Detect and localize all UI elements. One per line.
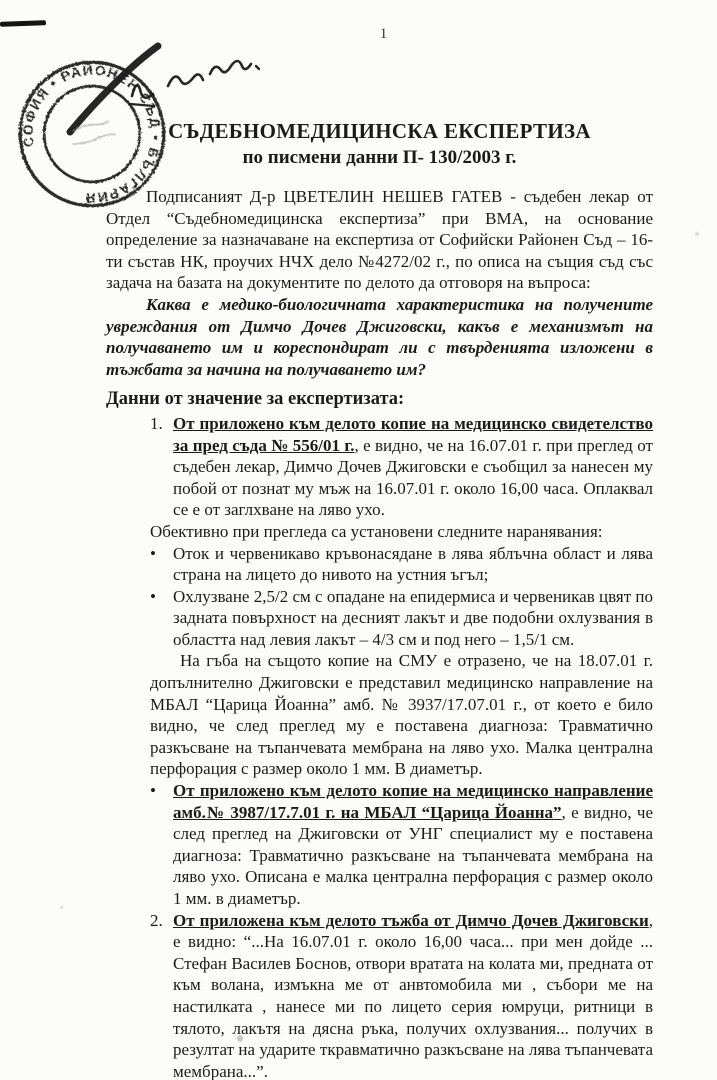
objective-findings-intro: Обективно при прегледа са установени следните наранявания: xyxy=(150,521,603,541)
handwritten-scribble-3 xyxy=(210,61,251,74)
data-list xyxy=(150,413,653,1080)
referral-bullet-text xyxy=(173,780,653,910)
page-number-value: 1 xyxy=(379,26,388,42)
list-item-2-text xyxy=(173,910,653,1080)
smu-back-note: На гъба на същото копие на СМУ е отразено, че на 18.07.01 г. допълнително Джиговски е представил медицинско направление на МБАЛ “Царица Йоанна” амб. № 3937/17.07.01 г., от което е било видно, че след преглед му е поставена диагноза: Травматично разкъсване на тъпанчевата мембрана на ляво ухо. Малка централна перфорация с размер около 1 мм. В диаметър. xyxy=(150,651,653,779)
list-item-2 xyxy=(150,910,653,1080)
stamp-ring-text: СОФИЯ • РАЙОНЕН СЪД • БЪЛГАРИЯ xyxy=(20,62,164,206)
referral-bullet xyxy=(150,780,653,910)
referral-bullet-rest: , е видно, че след преглед на Джиговски от УНГ специалист му е поставена диагноза: Травматично разкъсване на тъпанчевата мембрана на ляво ухо. Описана е малка централна перфорация с размер около 1 мм. в диаметър. xyxy=(173,802,653,908)
title-line-1: СЪДЕБНОМЕДИЦИНСКА ЕКСПЕРТИЗА xyxy=(168,119,591,143)
list-item-2-rest: , е видно: “...На 16.07.01 г. около 16,00 часа... при мен дойде ... Стефан Василев Боснов, отвори вратата на колата ми, предната от към волана, измъкна ме от анвтомобила ми , събори ме на настилката , нанесе ми по лицето серия юмруци, ритници в тялото, лакътя на дясна ръка, получих охлузвания... получих в резултат на ударите ткравматично разкъсване на лява тъпанчевата мембрана...”. xyxy=(173,910,653,1080)
title-line-2: по писмени данни П- 130/2003 г. xyxy=(242,147,517,168)
scan-speck xyxy=(695,232,699,236)
stamp-center-faint-line-1 xyxy=(73,120,110,131)
page-number xyxy=(0,26,717,43)
expertise-question: Каква е медико-биологичната характеристика на получените увреждания от Димчо Дочев Джиговски, какъв е механизмът на получаването им и кореспондират ли с твърденията изложени в тъжбата за начина на получаването им? xyxy=(106,294,653,379)
scan-speck xyxy=(60,906,63,909)
section-heading: Данни от значение за експертизата: xyxy=(106,389,405,410)
list-item-1-text xyxy=(173,413,653,521)
scan-speck xyxy=(237,1035,243,1042)
document-title xyxy=(106,118,653,170)
handwritten-scribble-2 xyxy=(168,74,203,86)
bullet-icon: • xyxy=(150,543,156,563)
intro-paragraph: Подписаният Д-р ЦВЕТЕЛИН НЕШЕВ ГАТЕВ - съдебен лекар от Отдел “Съдебномедицинска експертиза” при ВМА, на основание определение за назначаване на експертиза от Софийски Районен Съд – 16-ти състав НК, проучих НЧХ дело №4272/02 г., по описа на същия съд със задача на базата на документите по делото да отговоря на въпроса: xyxy=(106,187,653,293)
list-item-1 xyxy=(150,413,653,521)
list-item-2-lead: От приложена към делото тъжба от Димчо Дочев Джиговски xyxy=(173,910,649,930)
finding-bullet-1-text: Оток и червеникаво кръвонасядане в лява яблъчна област и лява страна на лицето до нивото на устния ъгъл; xyxy=(173,543,653,585)
document-body xyxy=(106,118,653,1080)
list-item-2-number: 2. xyxy=(150,910,163,930)
finding-bullet-1 xyxy=(150,543,653,586)
list-item-1-number: 1. xyxy=(150,413,163,433)
list-item-1-lead: От приложено към делото копие на медицинско свидетелство за пред съда № 556/01 г. xyxy=(173,413,653,455)
handwritten-dot xyxy=(256,66,259,69)
finding-bullet-2 xyxy=(150,586,653,651)
bullet-icon: • xyxy=(150,586,156,606)
referral-bullet-lead: От приложено към делото копие на медицинско направление амб.№ 3987/17.7.01 г. на МБАЛ “Царица Йоанна” xyxy=(173,781,653,822)
bullet-icon: • xyxy=(150,781,156,801)
list-item-1-rest: , е видно, че на 16.07.01 г. при преглед от съдебен лекар, Димчо Дочев Джиговски е съобщил за нанесен му побой от познат му мъж на 16.07.01 г. около 16,00 часа. Оплаквал се е от заглхване на ляво ухо. xyxy=(173,435,653,520)
finding-bullet-2-text: Охлузване 2,5/2 см с опадане на епидермиса и червеникав цвят по задната повърхност на десният лакът и две подобни охлузвания в областта над левия лакът – 4/3 см и под него – 1,5/1 см. xyxy=(173,586,653,649)
